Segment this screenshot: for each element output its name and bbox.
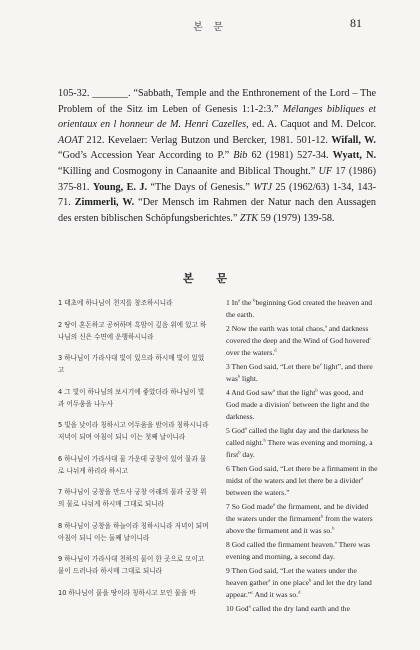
footnote-marker: b	[253, 297, 256, 303]
footnote-marker: a	[268, 577, 271, 583]
verse-text: 5 God	[226, 426, 245, 435]
english-verse	[226, 603, 378, 615]
running-header: 본 문	[193, 22, 227, 33]
bibliography-segment: 62 (1981) 527-34.	[247, 150, 333, 162]
verse-text: 4 And God saw	[226, 388, 274, 397]
page-number: 81	[350, 16, 362, 30]
korean-verse: 5 빛을 낮이라 칭하시고 어두움을 밤이라 칭하시니라 저녁이 되며 아침이 되니 이는 첫째 날이니라	[58, 421, 209, 441]
footnote-marker: a	[361, 475, 364, 481]
verse-text: that the light	[275, 388, 316, 397]
footnote-marker: b	[238, 449, 241, 455]
bibliography-segment: , ed. A. Caquot and M. Delcor.	[246, 119, 376, 131]
verse-text: 9 Then God said, “Let the waters under the heaven gather	[226, 566, 357, 587]
footnote-marker: d	[274, 347, 277, 353]
footnote-marker: e	[319, 361, 322, 367]
footnote-marker: a	[273, 501, 276, 507]
footnote-marker: a	[273, 387, 276, 393]
korean-verse: 9 하나님이 가라사대 천하의 물이 한 곳으로 모이고 뭍이 드러나라 하시매 그대로 되니라	[58, 555, 205, 575]
bibliography-segment: 59 (1979) 139-58.	[258, 212, 335, 224]
footnote-marker: a	[244, 425, 247, 431]
korean-verse: 8 하나님이 궁창을 하늘이라 칭하시니라 저녁이 되며 아침이 되니 이는 둘째 날이니라	[58, 521, 209, 542]
verse-text: light”, and there was	[226, 362, 373, 383]
verse-text: the	[240, 298, 254, 307]
verse-text: in one place	[270, 578, 310, 587]
verse-text: between the light and the darkness.	[226, 400, 370, 421]
footnote-marker: a	[334, 539, 337, 545]
korean-text-column	[58, 297, 218, 642]
english-verse	[226, 425, 378, 461]
section-title: 본 문	[182, 273, 237, 285]
korean-verse: 10 하나님이 뭍을 땅이라 칭하시고 모인 물을 바	[58, 588, 196, 597]
verse-text: beginning God created the heaven and the earth.	[226, 298, 373, 319]
footnote-marker: a	[248, 603, 251, 609]
footnote-marker: b	[320, 513, 324, 519]
verse-text: over the waters.	[226, 348, 275, 357]
verse-text: called the light day and the darkness he called night.	[226, 426, 369, 447]
bibliography-segment: “Killing and Cosmogony in Canaanite and Biblical Thought.”	[58, 165, 319, 177]
verse-text: from the waters above the firmament and it was so.	[226, 514, 373, 535]
bibliography-segment: Wyatt, N.	[332, 150, 376, 162]
parallel-text-columns	[58, 297, 378, 642]
english-verse	[226, 463, 378, 499]
verse-text: and let the dry land appear.”	[226, 578, 372, 599]
bibliography-segment: Mélanges bibliques et orientaux en l honneur de M. Henri Cazelles	[58, 103, 377, 131]
english-verse	[226, 539, 378, 563]
bibliography-segment: Young, E. J.	[92, 181, 148, 193]
footnote-marker: c	[289, 399, 292, 405]
verse-text: 7 So God made	[226, 502, 274, 511]
bibliography-segment: AOAT	[58, 134, 84, 146]
korean-verse: 7 하나님이 궁창을 만드사 궁창 아래의 물과 궁창 위의 물로 나뉘게 하시매 그대로 되니라	[58, 488, 207, 508]
verse-text: 1 In	[226, 298, 239, 307]
footnote-marker: c	[251, 589, 254, 595]
english-translation-column	[218, 297, 378, 642]
bibliography-paragraph	[58, 86, 376, 226]
verse-text: And it was so.	[253, 590, 299, 599]
verse-text: and darkness covered the deep and the Wind of God hovered	[226, 324, 370, 345]
english-verse	[226, 501, 378, 537]
bibliography-segment: 105-32.	[58, 88, 93, 99]
verse-text: called the dry land earth and the	[250, 604, 350, 613]
english-verse	[226, 361, 378, 385]
verse-text: the firmament, and he divided the waters under the firmament	[226, 502, 369, 523]
verse-text: light.	[240, 374, 258, 383]
verse-text: 10 God	[226, 604, 249, 613]
verse-text: 3 Then God said, “Let there be	[226, 362, 320, 371]
english-verse	[226, 387, 378, 423]
korean-verse: 2 땅이 혼돈하고 공허하며 흑암이 깊음 위에 있고 하나님의 신은 수면에 운행하시니라	[58, 320, 207, 341]
bibliography-segment: “Der Mensch im Rahmen der Natur nach den Aussagen des ersten biblischen Schöpfungsberichtes.”	[58, 197, 377, 224]
bibliography-segment: “The Days of Genesis.”	[147, 181, 254, 193]
verse-text: There was evening and morning, a first	[226, 438, 373, 459]
verse-text: There was evening and morning, a second day.	[226, 540, 371, 561]
footnote-marker: a	[238, 297, 241, 303]
bibliography-segment: WTJ	[253, 181, 272, 193]
bibliography-segment: 25 (1962/63) 1-34, 143-71.	[58, 181, 377, 209]
korean-verse: 6 하나님이 가라사대 물 가운데 궁창이 있어 물과 물로 나뉘게 하리라 하시고	[58, 454, 207, 475]
english-verse	[226, 323, 378, 359]
footnote-marker: b	[315, 387, 318, 393]
footnote-marker: c	[369, 335, 372, 341]
verse-text: day.	[240, 450, 255, 459]
bibliography-segment: Zimmerli, W.	[74, 197, 135, 209]
bibliography-segment: 17 (1986) 375-81.	[58, 165, 376, 193]
english-verse	[226, 297, 378, 321]
bibliography-segment: ZTK	[239, 212, 259, 224]
verse-text: 6 Then God said, “Let there be a firmament in the midst of the waters and let there be a divider	[226, 464, 378, 485]
bibliography-segment: “God’s Accession Year According to P.”	[58, 150, 234, 162]
korean-verse: 3 하나님이 가라사대 빛이 있으라 하시매 빛이 있었고	[58, 354, 205, 374]
bibliography-segment: . “Sabbath, Temple and the Enthronement of the Lord – The Problem of the Sitz im Leben of Genesis 1:1-2:3.”	[58, 88, 376, 115]
verse-text: 8 God called the firmament heaven.	[226, 540, 335, 549]
footnote-marker: b	[332, 525, 335, 531]
bibliography-segment: Wifall, W.	[331, 134, 376, 146]
footnote-marker: b	[309, 577, 312, 583]
footnote-marker: d	[298, 589, 301, 595]
bibliography-segment: UF	[318, 165, 333, 177]
bibliography-segment: _______	[92, 88, 128, 99]
verse-text: was good, and God made a division	[226, 388, 364, 409]
korean-verse: 4 그 빛이 하나님의 보시기에 좋았더라 하나님이 빛과 어두움을 나누사	[58, 387, 205, 408]
footnote-marker: b	[237, 373, 241, 379]
english-verse	[226, 565, 378, 601]
verse-text: 2 Now the earth was total chaos,	[226, 324, 325, 333]
footnote-marker: a	[324, 323, 327, 329]
korean-verse: 1 태초에 하나님이 천지를 창조하시니라	[58, 299, 173, 307]
bibliography-segment: 212. Kevelaer: Verlag Butzon und Bercker, 1981. 501-12.	[83, 134, 332, 146]
bibliography-segment: Bib	[233, 150, 248, 162]
footnote-marker: b	[263, 437, 266, 443]
verse-text: between the waters.”	[226, 488, 290, 497]
